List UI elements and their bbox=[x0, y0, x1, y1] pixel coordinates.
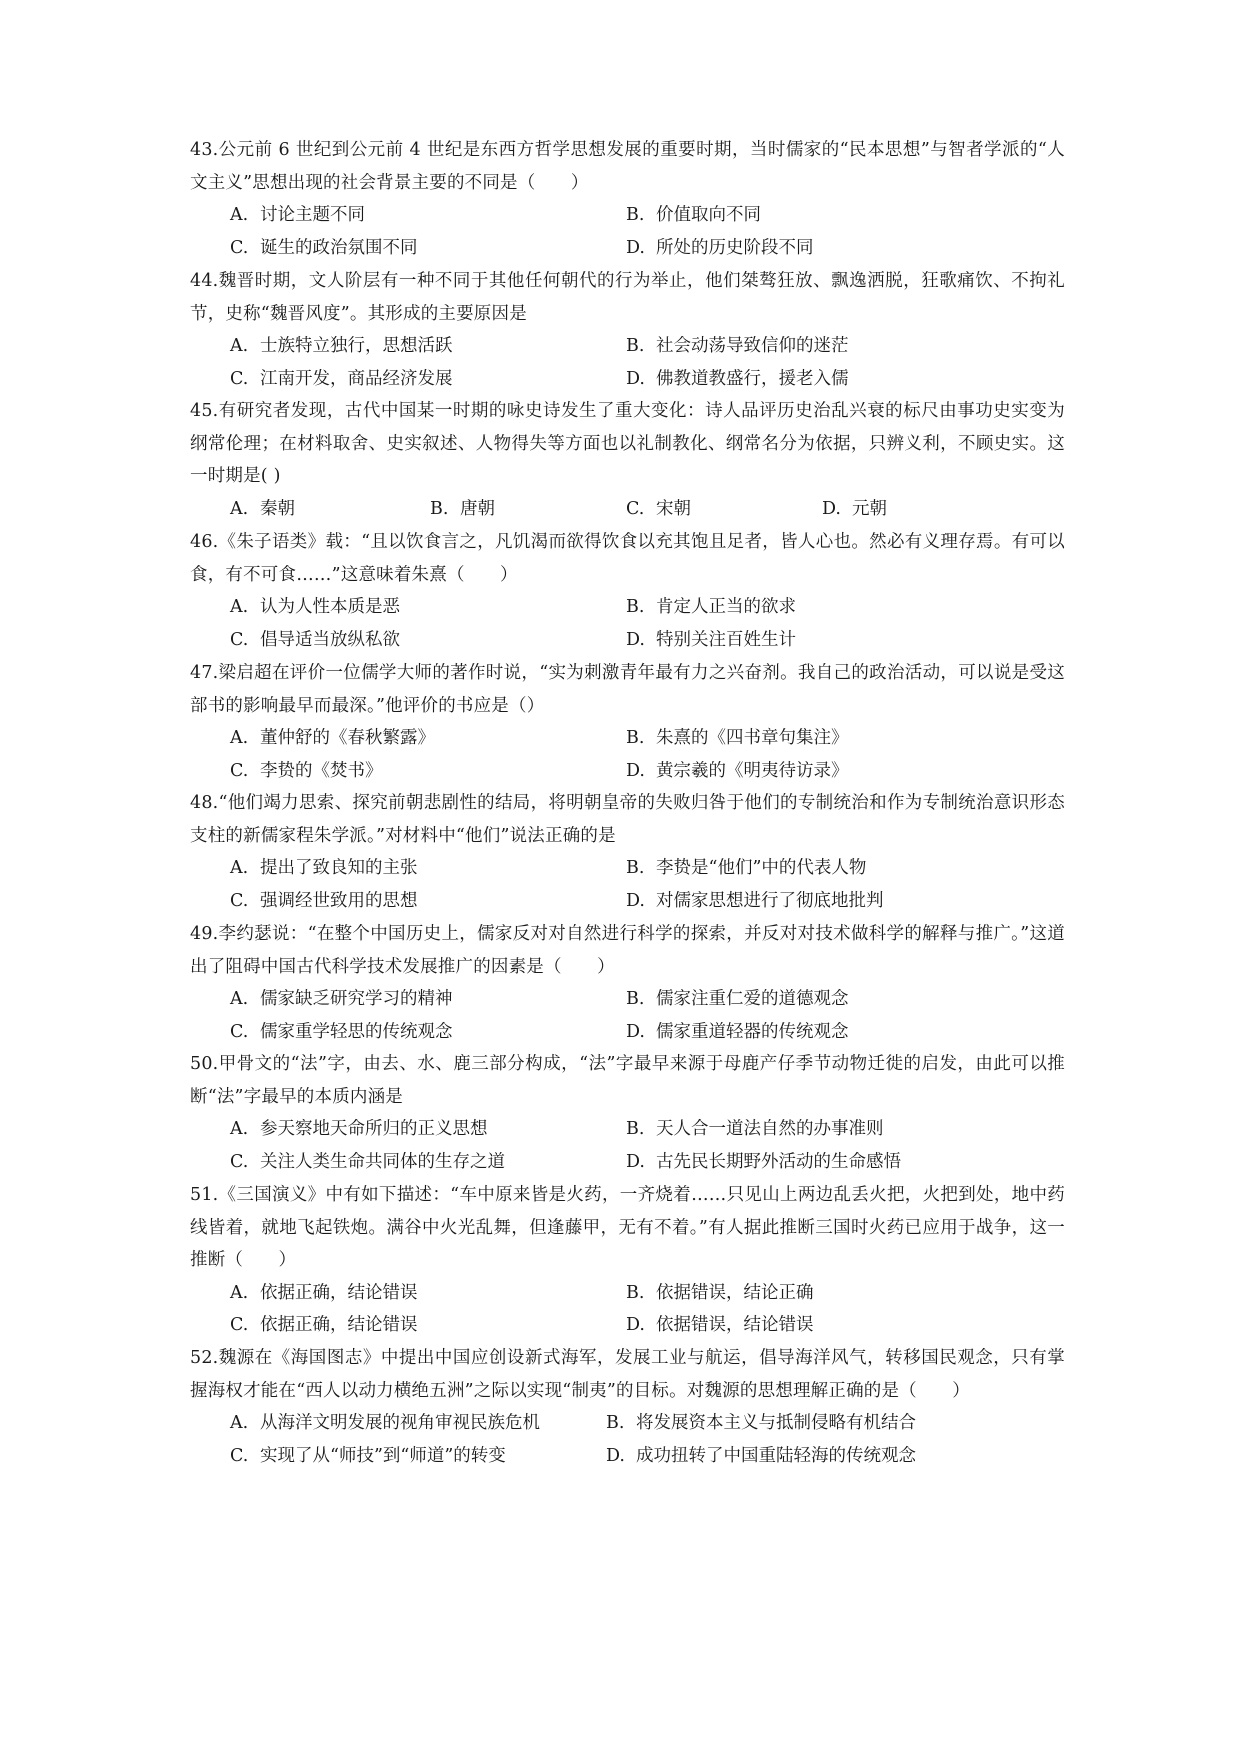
option-b: B. 儒家注重仁爱的道德观念 bbox=[626, 989, 849, 1010]
options bbox=[230, 1113, 1065, 1178]
option-b: B. 社会动荡导致信仰的迷茫 bbox=[626, 336, 849, 357]
option-c: C. 实现了从“师技”到“师道”的转变 bbox=[230, 1445, 506, 1466]
question-text: 魏晋时期，文人阶层有一种不同于其他任何朝代的行为举止，他们桀骜狂放、飘逸洒脱，狂歌痛饮、不拘礼节，史称“魏晋风度”。其形成的主要原因是 bbox=[190, 271, 1065, 324]
question-stem bbox=[190, 265, 1065, 330]
option-a: A. 依据正确，结论错误 bbox=[230, 1282, 418, 1303]
options bbox=[230, 983, 1065, 1048]
question-number: 50. bbox=[190, 1054, 219, 1074]
question-text: 梁启超在评价一位儒学大师的著作时说，“实为刺激青年最有力之兴奋剂。我自己的政治活动，可以说是受这部书的影响最早而最深。”他评价的书应是（） bbox=[190, 663, 1065, 716]
option-c: C. 李贽的《焚书》 bbox=[230, 760, 383, 781]
question-stem bbox=[190, 918, 1065, 983]
question-number: 51. bbox=[190, 1185, 219, 1205]
option-a: A. 参天察地天命所归的正义思想 bbox=[230, 1119, 488, 1140]
question-stem bbox=[190, 1342, 1065, 1407]
option-b: B. 李贽是“他们”中的代表人物 bbox=[626, 858, 867, 879]
question-text: 有研究者发现，古代中国某一时期的咏史诗发生了重大变化：诗人品评历史治乱兴衰的标尺由事功史实变为纲常伦理；在材料取舍、史实叙述、人物得失等方面也以礼制教化、纲常名分为依据，只辨义利，不顾史实。这一时期是( ) bbox=[190, 401, 1065, 487]
options bbox=[230, 1277, 1065, 1342]
question-text: 《三国演义》中有如下描述：“车中原来皆是火药，一齐烧着……只见山上两边乱丢火把，火把到处，地中药线皆着，就地飞起铁炮。满谷中火光乱舞，但逢藤甲，无有不着。”有人据此推断三国时火药已应用于战争，这一推断（ ） bbox=[190, 1185, 1065, 1271]
question-51 bbox=[190, 1179, 1065, 1342]
question-number: 46. bbox=[190, 532, 219, 552]
option-d: D. 依据错误，结论错误 bbox=[626, 1315, 814, 1336]
question-text: 魏源在《海国图志》中提出中国应创设新式海军，发展工业与航运，倡导海洋风气，转移国民观念，只有掌握海权才能在“西人以动力横绝五洲”之际以实现“制夷”的目标。对魏源的思想理解正确的是（ ） bbox=[190, 1348, 1065, 1401]
option-b: B. 依据错误，结论正确 bbox=[626, 1282, 814, 1303]
question-stem bbox=[190, 787, 1065, 852]
question-stem bbox=[190, 1179, 1065, 1277]
question-47 bbox=[190, 657, 1065, 787]
option-a: A. 从海洋文明发展的视角审视民族危机 bbox=[230, 1413, 540, 1434]
option-d: D. 对儒家思想进行了彻底地批判 bbox=[626, 890, 884, 911]
option-a: A. 讨论主题不同 bbox=[230, 205, 365, 226]
question-52 bbox=[190, 1342, 1065, 1472]
question-number: 47. bbox=[190, 663, 219, 683]
options bbox=[230, 199, 1065, 264]
question-text: 李约瑟说：“在整个中国历史上，儒家反对对自然进行科学的探索，并反对对技术做科学的解释与推广。”这道出了阻碍中国古代科学技术发展推广的因素是（ ） bbox=[190, 924, 1065, 977]
option-b: B. 朱熹的《四书章句集注》 bbox=[626, 728, 849, 749]
option-c: C. 强调经世致用的思想 bbox=[230, 890, 418, 911]
question-50 bbox=[190, 1048, 1065, 1178]
options bbox=[230, 493, 1065, 526]
question-number: 52. bbox=[190, 1348, 219, 1368]
option-a: A. 士族特立独行，思想活跃 bbox=[230, 336, 453, 357]
question-stem bbox=[190, 526, 1065, 591]
option-a: A. 提出了致良知的主张 bbox=[230, 858, 418, 879]
options bbox=[230, 591, 1065, 656]
question-text: 甲骨文的“法”字，由去、水、鹿三部分构成，“法”字最早来源于母鹿产仔季节动物迁徙的启发，由此可以推断“法”字最早的本质内涵是 bbox=[190, 1054, 1065, 1107]
option-b: B. 唐朝 bbox=[430, 498, 495, 519]
question-49 bbox=[190, 918, 1065, 1048]
question-number: 49. bbox=[190, 924, 219, 944]
option-d: D. 黄宗羲的《明夷待访录》 bbox=[626, 760, 849, 781]
question-stem bbox=[190, 657, 1065, 722]
option-a: A. 董仲舒的《春秋繁露》 bbox=[230, 728, 435, 749]
question-43 bbox=[190, 134, 1065, 264]
question-text: 公元前 6 世纪到公元前 4 世纪是东西方哲学思想发展的重要时期，当时儒家的“民本思想”与智者学派的“人文主义”思想出现的社会背景主要的不同是（ ） bbox=[190, 140, 1065, 193]
question-number: 48. bbox=[190, 793, 219, 813]
option-b: B. 将发展资本主义与抵制侵略有机结合 bbox=[606, 1413, 916, 1434]
question-text: “他们竭力思索、探究前朝悲剧性的结局，将明朝皇帝的失败归咎于他们的专制统治和作为专制统治意识形态支柱的新儒家程朱学派。”对材料中“他们”说法正确的是 bbox=[190, 793, 1065, 846]
option-d: D. 成功扭转了中国重陆轻海的传统观念 bbox=[606, 1445, 916, 1466]
option-c: C. 关注人类生命共同体的生存之道 bbox=[230, 1151, 505, 1172]
option-d: D. 所处的历史阶段不同 bbox=[626, 237, 814, 258]
option-b: B. 天人合一道法自然的办事准则 bbox=[626, 1119, 884, 1140]
option-b: B. 肯定人正当的欲求 bbox=[626, 597, 796, 618]
question-45 bbox=[190, 395, 1065, 525]
question-number: 44. bbox=[190, 271, 219, 291]
option-d: D. 佛教道教盛行，援老入儒 bbox=[626, 368, 849, 389]
question-stem bbox=[190, 1048, 1065, 1113]
option-c: C. 诞生的政治氛围不同 bbox=[230, 237, 418, 258]
options bbox=[230, 1407, 1065, 1472]
option-a: A. 儒家缺乏研究学习的精神 bbox=[230, 989, 453, 1010]
option-c: C. 倡导适当放纵私欲 bbox=[230, 629, 400, 650]
options bbox=[230, 330, 1065, 395]
option-d: D. 元朝 bbox=[822, 498, 887, 519]
option-d: D. 儒家重道轻器的传统观念 bbox=[626, 1021, 849, 1042]
question-48 bbox=[190, 787, 1065, 917]
option-c: C. 依据正确，结论错误 bbox=[230, 1315, 418, 1336]
question-stem bbox=[190, 134, 1065, 199]
options bbox=[230, 722, 1065, 787]
option-d: D. 特别关注百姓生计 bbox=[626, 629, 796, 650]
question-stem bbox=[190, 395, 1065, 493]
option-c: C. 江南开发，商品经济发展 bbox=[230, 368, 453, 389]
option-c: C. 宋朝 bbox=[626, 498, 691, 519]
option-b: B. 价值取向不同 bbox=[626, 205, 761, 226]
question-46 bbox=[190, 526, 1065, 656]
option-c: C. 儒家重学轻思的传统观念 bbox=[230, 1021, 453, 1042]
options bbox=[230, 852, 1065, 917]
question-44 bbox=[190, 265, 1065, 395]
question-text: 《朱子语类》载：“且以饮食言之，凡饥渴而欲得饮食以充其饱且足者，皆人心也。然必有义理存焉。有可以食，有不可食……”这意味着朱熹（ ） bbox=[190, 532, 1065, 585]
option-a: A. 秦朝 bbox=[230, 498, 295, 519]
question-number: 43. bbox=[190, 140, 219, 160]
question-number: 45. bbox=[190, 401, 219, 421]
option-d: D. 古先民长期野外活动的生命感悟 bbox=[626, 1151, 901, 1172]
option-a: A. 认为人性本质是恶 bbox=[230, 597, 400, 618]
